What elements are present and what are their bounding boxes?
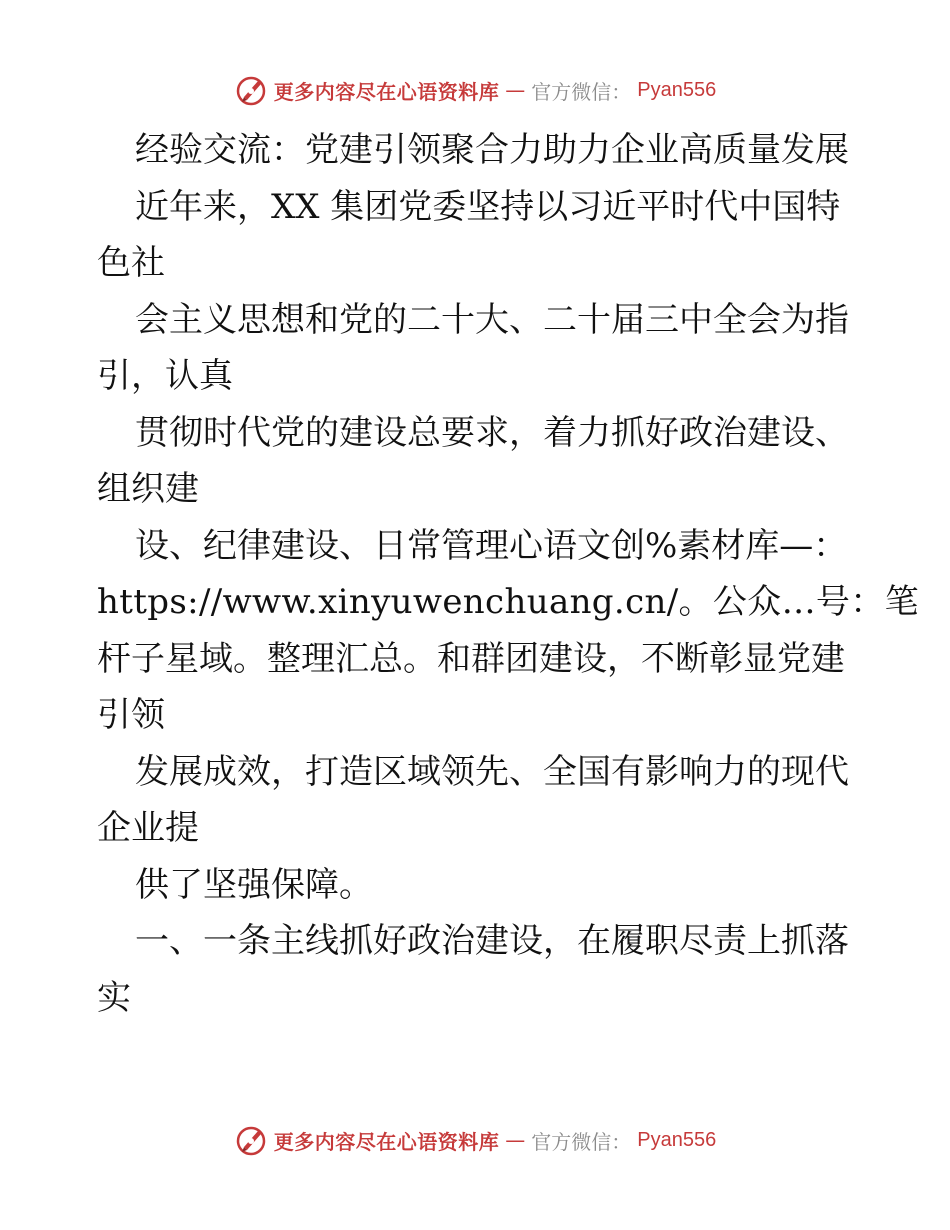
footer-banner-content (234, 1123, 716, 1157)
document-line: 设、纪律建设、日常管理心语文创%素材库—： (135, 525, 848, 566)
document-line: 组织建 (97, 469, 199, 509)
document-line: 实 (97, 977, 131, 1018)
document-line: 杆子星域。整理汇总。和群团建设，不断彰显党建 (97, 638, 845, 679)
document-line: 企业提 (97, 808, 199, 848)
document-title: 经验交流：党建引领聚合力助力企业高质量发展 (135, 130, 849, 170)
document-line: https://www.xinyuwenchuang.cn/。公众…号：笔 (97, 582, 919, 622)
header-banner-wechat-id: Pyan556 (637, 78, 717, 101)
header-banner-content (234, 73, 716, 107)
pen-logo-icon (234, 73, 268, 107)
document-line: 供了坚强保障。 (135, 864, 373, 905)
footer-banner-wechat-id: Pyan556 (637, 1128, 717, 1151)
header-banner-title: 更多内容尽在心语资料库 (273, 79, 500, 104)
header-banner-dash: — (505, 78, 526, 102)
section-heading: 一、一条主线抓好政治建设，在履职尽责上抓落 (135, 921, 849, 961)
document-line: 贯彻时代党的建设总要求，着力抓好政治建设、 (135, 412, 849, 453)
document-body (97, 122, 919, 1026)
document-line: 引，认真 (97, 356, 233, 396)
document-line: 会主义思想和党的二十大、二十届三中全会为指 (135, 299, 849, 340)
document-line: 近年来，XX 集团党委坚持以习近平时代中国特 (135, 186, 841, 227)
header-banner-wechat-label: 官方微信： (531, 79, 632, 104)
footer-banner-title: 更多内容尽在心语资料库 (273, 1129, 500, 1154)
pen-logo-icon (234, 1123, 268, 1157)
document-line: 色社 (97, 243, 165, 283)
footer-banner-dash: — (505, 1128, 526, 1152)
document-line: 发展成效，打造区域领先、全国有影响力的现代 (135, 751, 849, 792)
document-line: 引领 (97, 695, 165, 735)
footer-banner (0, 1120, 950, 1160)
header-banner (0, 70, 950, 110)
footer-banner-wechat-label: 官方微信： (531, 1129, 632, 1154)
